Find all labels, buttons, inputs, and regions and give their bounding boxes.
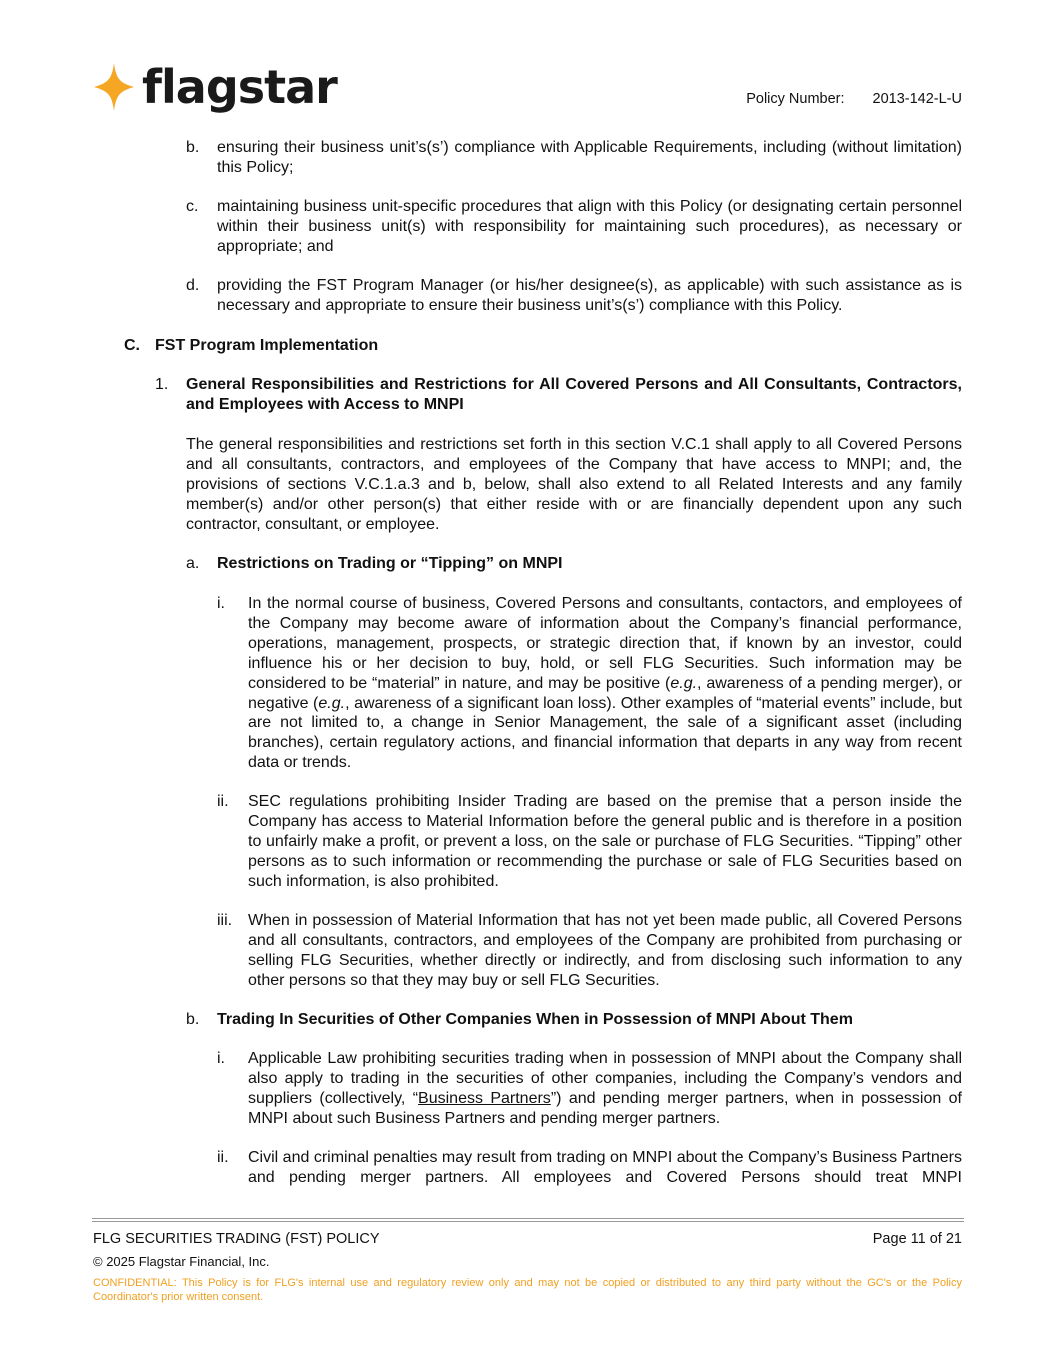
list-marker: ii.: [217, 1149, 229, 1166]
list-item-a-iii: When in possession of Material Information that has not yet been made public, all Covered Persons and all consultants, contractors, and employees of the Company are prohibited from purchasing or selling FLG Securities, whether directly or indirectly, and from disclosing such information to any other persons so that they may buy or sell FLG Securities.: [248, 912, 962, 989]
policy-number-label: Policy Number:: [746, 91, 845, 107]
subsection-heading: Trading In Securities of Other Companies When in Possession of MNPI About Them: [217, 1011, 853, 1028]
list-marker: d.: [186, 277, 200, 294]
footer-title: FLG SECURITIES TRADING (FST) POLICY: [93, 1231, 380, 1247]
subsection-heading: Restrictions on Trading or “Tipping” on MNPI: [217, 555, 563, 572]
list-marker: b.: [186, 139, 200, 156]
page-number: Page 11 of 21: [872, 1231, 962, 1247]
list-marker: c.: [186, 198, 199, 215]
flagstar-star-icon: [92, 61, 136, 113]
subsection-heading: General Responsibilities and Restrictions for All Covered Persons and All Consultants, Contractors, and Employees with Access to MNPI: [186, 376, 962, 413]
subsection-marker: a.: [186, 555, 200, 572]
flagstar-logo: [92, 60, 337, 114]
list-item-c: maintaining business unit-specific procedures that align with this Policy (or designating certain personnel within their business unit(s) with responsibility for maintaining such procedures), as necessary or appropriate; and: [217, 198, 962, 255]
policy-number-value: 2013-142-L-U: [872, 91, 962, 107]
logo-wordmark: flagstar: [142, 60, 337, 114]
footer-divider: [92, 1218, 964, 1222]
list-marker: ii.: [217, 793, 229, 810]
policy-number: [746, 91, 962, 107]
list-item-b-i: Applicable Law prohibiting securities trading when in possession of MNPI about the Company shall also apply to trading in the securities of other companies, including the Company’s vendors and suppliers (collectively, “Business Partners”) and pending merger partners, when in possession of MNPI about such Business Partners and pending merger partners.: [248, 1050, 962, 1127]
subsection-marker: b.: [186, 1011, 200, 1028]
list-item-a-ii: SEC regulations prohibiting Insider Trading are based on the premise that a person inside the Company has access to Material Information before the general public and is therefore in a position to unfairly make a profit, or prevent a loss, on the sale or purchase of FLG Securities. “Tipping” other persons as to such information or recommending the purchase or sale of FLG Securities based on such information, is also prohibited.: [248, 793, 962, 890]
subsection-marker: 1.: [155, 376, 169, 393]
list-item-a-i: In the normal course of business, Covered Persons and consultants, contactors, and employees of the Company may become aware of information about the Company’s financial performance, operations, management, prospects, or strategic direction that, if known by an investor, could influence his or her decision to buy, hold, or sell FLG Securities. Such information may be considered to be “material” in nature, and may be positive (e.g., awareness of a pending merger), or negative (e.g., awareness of a significant loan loss). Other examples of “material events” include, but are not limited to, a change in Senior Management, the sale of a significant asset (including branches), certain regulatory actions, and financial information that departs in any way from recent data or trends.: [248, 595, 963, 772]
confidential-notice: CONFIDENTIAL: This Policy is for FLG's internal use and regulatory review only and may not be copied or distributed to any third party without the GC's or the Policy Coordinator's prior written consent.: [93, 1277, 962, 1303]
defined-term: Business Partners: [418, 1089, 551, 1107]
paragraph: The general responsibilities and restrictions set forth in this section V.C.1 shall apply to all Covered Persons and all consultants, contractors, and employees of the Company that have access to MNPI; and, the provisions of sections V.C.1.a.3 and b, below, shall also extend to all Related Interests and any family member(s) and/or other person(s) that either reside with or are financially dependent upon any such contractor, consultant, or employee.: [186, 436, 962, 533]
copyright: © 2025 Flagstar Financial, Inc.: [93, 1254, 270, 1269]
list-item-b: ensuring their business unit’s(s’) compliance with Applicable Requirements, including (without limitation) this Policy;: [217, 139, 962, 176]
list-marker: i.: [217, 595, 225, 612]
list-marker: iii.: [217, 912, 233, 929]
list-marker: i.: [217, 1050, 225, 1067]
section-marker: C.: [124, 337, 140, 354]
list-item-d: providing the FST Program Manager (or his/her designee(s), as applicable) with such assistance as is necessary and appropriate to ensure their business unit’s(s’) compliance with this Policy.: [217, 277, 962, 314]
list-item-b-ii: Civil and criminal penalties may result from trading on MNPI about the Company’s Business Partners and pending merger partners. All employees and Covered Persons should treat MNPI: [248, 1149, 962, 1186]
section-heading: FST Program Implementation: [155, 337, 379, 354]
